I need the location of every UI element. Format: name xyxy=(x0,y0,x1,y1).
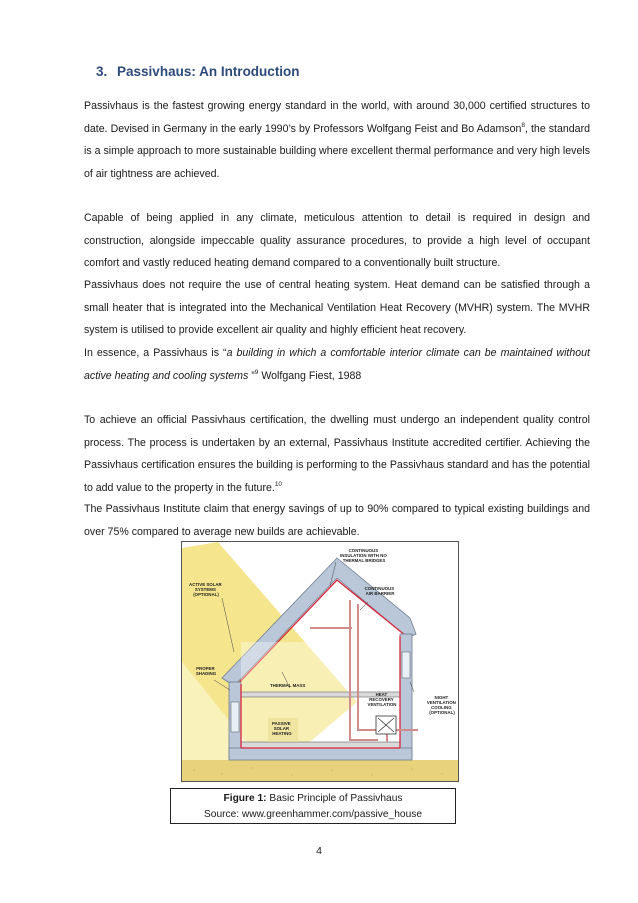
page-number: 4 xyxy=(316,845,322,857)
passivhaus-diagram xyxy=(181,541,459,782)
definition-quote: a building in which a comfortable interior climate can be maintained without active heating and cooling systems xyxy=(84,347,590,382)
section-title: Passivhaus: An Introduction xyxy=(117,64,300,79)
section-heading xyxy=(96,64,300,79)
label-night-vent: NIGHT VENTILATION COOLING (OPTIONAL) xyxy=(426,695,456,715)
left-window xyxy=(231,702,239,732)
label-active-solar: ACTIVE SOLAR SYSTEMS (OPTIONAL) xyxy=(189,582,222,597)
footnote-ref: 10 xyxy=(274,480,283,488)
label-hrv: HEAT RECOVERY VENTILATION xyxy=(367,692,397,707)
label-insulation: CONTINUOUS INSULATION WITH NO THERMAL BRIDGES xyxy=(340,548,387,563)
right-window xyxy=(402,652,410,678)
floor-slab xyxy=(229,748,412,760)
figure-label: Figure 1: xyxy=(223,793,267,804)
paragraph-savings: The Passivhaus Institute claim that energy savings of up to 90% compared to typical existing buildings and over 75% compared to average new builds are achievable. xyxy=(84,503,590,538)
ground xyxy=(182,760,458,781)
label-thermal-mass: THERMAL MASS xyxy=(270,683,306,688)
figure-title: Basic Principle of Passivhaus xyxy=(266,793,403,804)
section-number: 3. xyxy=(96,64,108,79)
footnote-ref: 8 xyxy=(521,121,525,129)
paragraph-intro: Passivhaus is the fastest growing energy standard in the world, with around 30,000 certified structures to date. Devised in Germany in the early 1990’s by Professors Wolfgang Feist and Bo Adamson$^8$, the standard is a simple approach to more sustainable building where excellent thermal performance and very high levels of air tightness are achieved. xyxy=(84,100,590,180)
label-passive-solar: PASSIVE SOLAR HEATING xyxy=(272,721,292,736)
lower-floor xyxy=(241,742,400,748)
label-air-barrier: CONTINUOUS AIR BARRIER xyxy=(364,586,395,596)
paragraph-heating: Passivhaus does not require the use of central heating system. Heat demand can be satisfied through a small heater that is integrated into the Mechanical Ventilation Heat Recovery (MVHR) system. The MVHR system is utilised to provide excellent air quality and highly efficient heat recovery. xyxy=(84,279,590,337)
paragraph-certification: To achieve an official Passivhaus certification, the dwelling must undergo an independent quality control process. The process is undertaken by an external, Passivhaus Institute accredited certifier. Achieving the Passivhaus certification ensures the building is performing to the Passivhaus standard and has the potential to add value to the property in the future.$^{10}$ xyxy=(84,414,590,494)
figure-source: Source: www.greenhammer.com/passive_house xyxy=(203,809,422,820)
label-shading: PROPER SHADING xyxy=(195,666,217,676)
paragraph-definition: In essence, a Passivhaus is “a building in which a comfortable interior climate can be maintained without active heating and cooling systems ”$^9$ Wolfgang Fiest, 1988 xyxy=(84,347,590,382)
footnote-ref: 9 xyxy=(254,368,259,376)
figure-caption xyxy=(170,788,456,824)
paragraph-climate: Capable of being applied in any climate, meticulous attention to detail is required in design and construction, alongside impeccable quality assurance procedures, to provide a high level of occupant comfort and vastly reduced heating demand compared to a conventionally built structure. xyxy=(84,212,590,270)
